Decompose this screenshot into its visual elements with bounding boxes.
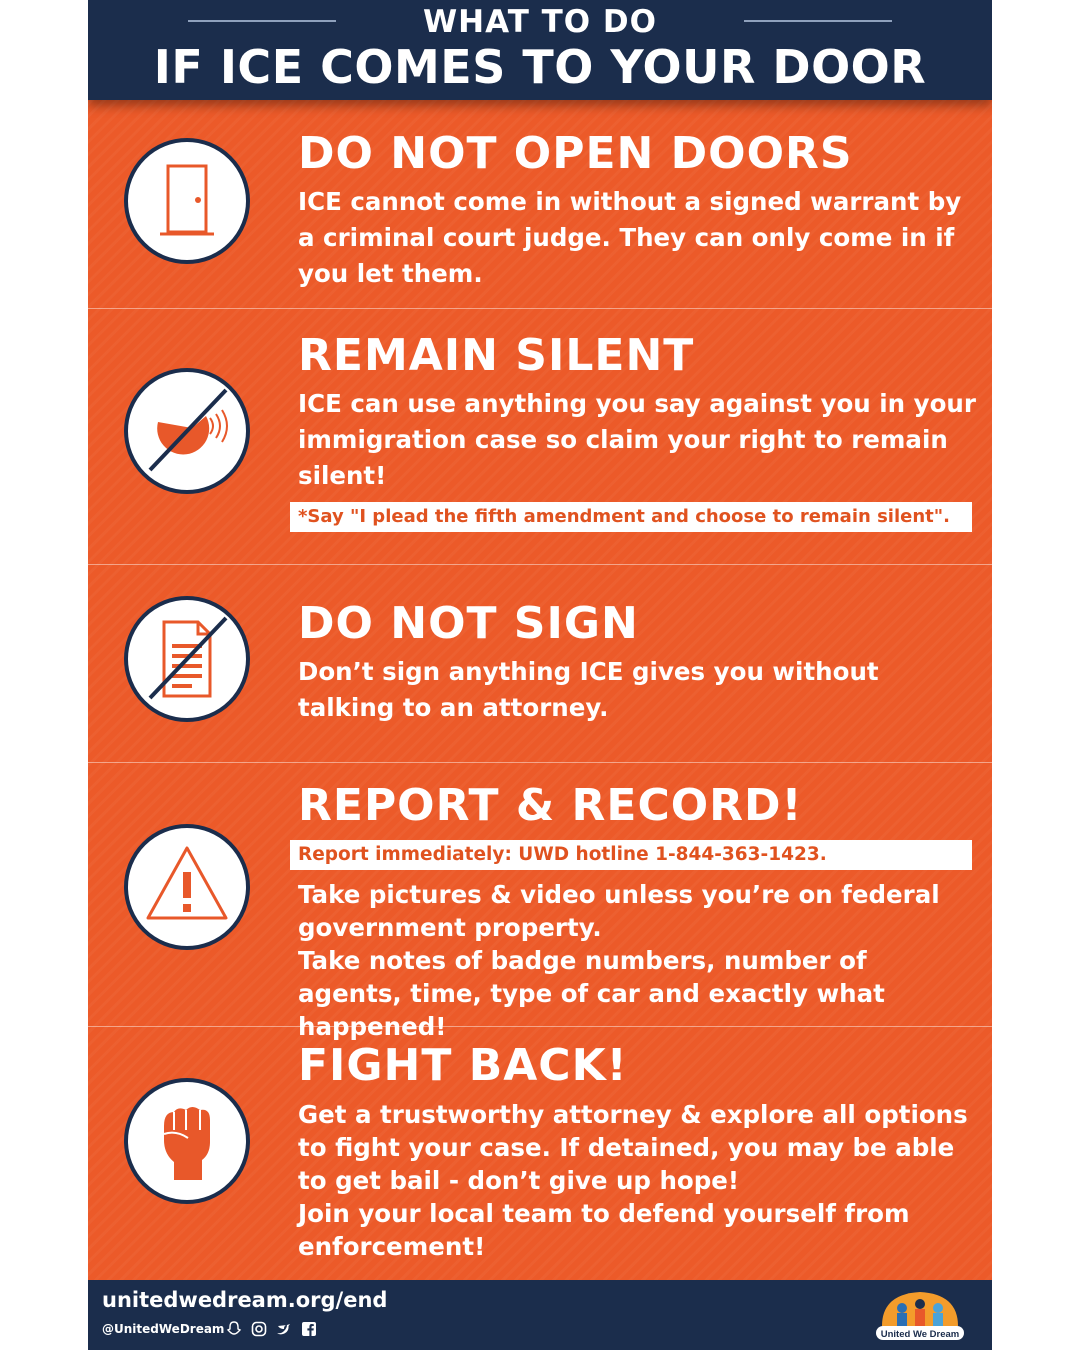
section-title-report-record: REPORT & RECORD! [298,780,803,831]
no-speaking-icon [124,368,250,494]
section-title-open-doors: DO NOT OPEN DOORS [298,128,853,179]
poster [88,0,992,1350]
section-text: Join your local team to defend yourself from enforcement! [298,1199,910,1261]
section-text: Get a trustworthy attorney & explore all options to fight your case. If detained, you may be able to get bail - don’t give up hope! [298,1100,968,1195]
section-title-fight-back: FIGHT BACK! [298,1040,628,1091]
section-text: ICE cannot come in without a signed warrant by a criminal court judge. They can only come in if you let them. [298,187,962,288]
plead-fifth-note: *Say "I plead the fifth amendment and choose to remain silent". [290,502,972,532]
twitter-icon[interactable] [276,1321,292,1337]
section-divider [88,308,992,309]
instagram-icon[interactable] [251,1321,267,1337]
section-text: Take notes of badge numbers, number of agents, time, type of car and exactly what happened! [298,946,885,1041]
section-body-report-record [298,878,978,1043]
footer-url-link[interactable]: unitedwedream.org/end [102,1288,388,1312]
warning-triangle-icon [124,824,250,950]
section-body-do-not-sign [298,654,978,726]
section-body-remain-silent [298,386,978,494]
page-title: IF ICE COMES TO YOUR DOOR [153,40,927,94]
united-we-dream-logo [874,1286,966,1344]
section-text: Take pictures & video unless you’re on federal government property. [298,880,940,942]
snapchat-icon[interactable] [226,1321,242,1337]
hotline-note: Report immediately: UWD hotline 1-844-363-1423. [290,840,972,870]
social-icons [226,1318,321,1338]
section-text: ICE can use anything you say against you in your immigration case so claim your right to remain silent! [298,389,976,490]
section-title-remain-silent: REMAIN SILENT [298,330,695,381]
header-banner [88,0,992,100]
section-divider [88,762,992,763]
section-text: Don’t sign anything ICE gives you without talking to an attorney. [298,657,879,722]
door-icon [124,138,250,264]
section-title-do-not-sign: DO NOT SIGN [298,598,639,649]
section-divider [88,564,992,565]
section-body-fight-back [298,1098,978,1263]
social-handle: @UnitedWeDream [102,1322,225,1336]
no-signing-document-icon [124,596,250,722]
facebook-icon[interactable] [301,1321,317,1337]
header-subtitle: WHAT TO DO [422,4,658,40]
section-divider [88,1026,992,1027]
raised-fist-icon [124,1078,250,1204]
logo-text: United We Dream [880,1329,960,1340]
section-body-open-doors [298,184,978,292]
footer [88,1280,992,1350]
